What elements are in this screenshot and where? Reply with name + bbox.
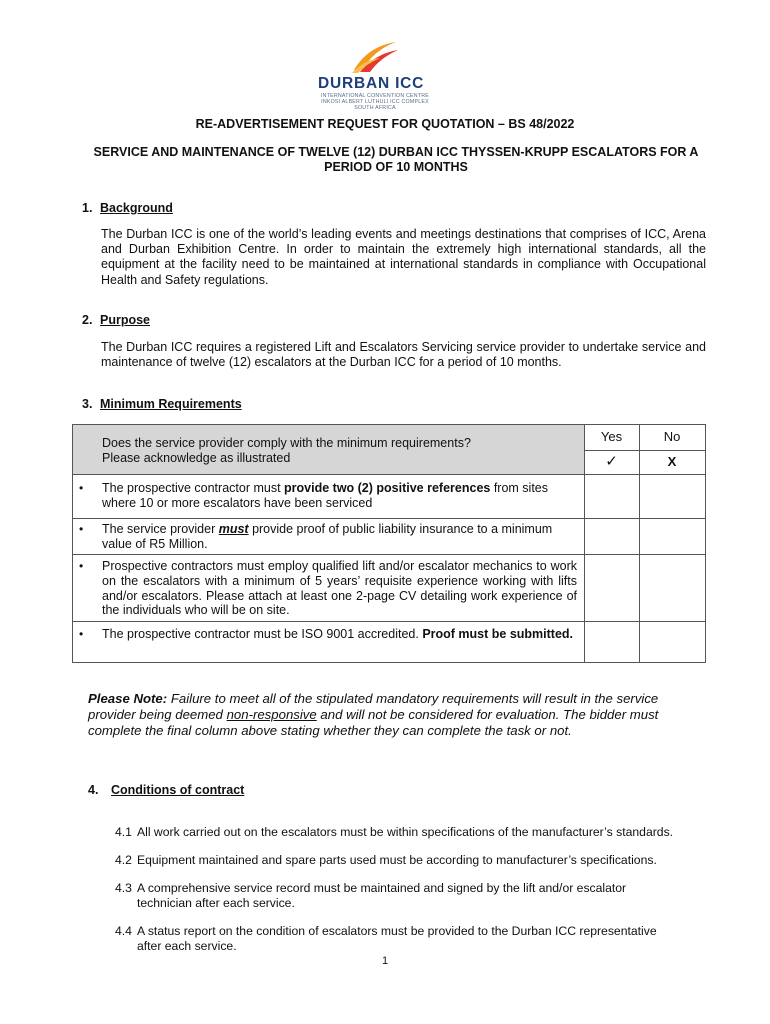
bullet-icon: • bbox=[79, 559, 84, 573]
x-mark-icon: X bbox=[667, 454, 677, 469]
condition-text-continued: technician after each service. bbox=[137, 895, 295, 910]
logo-subtitle-2: INKOSI ALBERT LUTHULI ICC COMPLEX bbox=[321, 99, 429, 105]
condition-text: All work carried out on the escalators must be within specifications of the manufacturer’s standards. bbox=[137, 825, 674, 839]
requirement-row: The prospective contractor must provide two (2) positive references from sites where 10 or more escalators have been serviced bbox=[102, 481, 548, 510]
no-column-label: No bbox=[663, 429, 681, 444]
condition-item bbox=[115, 881, 705, 910]
header-line-1: Does the service provider comply with the minimum requirements? bbox=[102, 436, 471, 450]
requirement-row: The service provider must provide proof of public liability insurance to a minimum value of R5 Million. bbox=[102, 522, 553, 551]
condition-item bbox=[115, 853, 705, 868]
please-note-paragraph: Please Note: Failure to meet all of the stipulated mandatory requirements will result in the service provider being deemed non-responsive and will not be considered for evaluation. The bidder must complete the final column above stating whether they can complete the task or not. bbox=[88, 691, 659, 738]
bullet-icon: • bbox=[79, 522, 84, 536]
condition-text: A status report on the condition of escalators must be provided to the Durban ICC representative bbox=[137, 924, 657, 938]
document-title: RE-ADVERTISEMENT REQUEST FOR QUOTATION – BS 48/2022 bbox=[195, 117, 575, 131]
section-heading-conditions bbox=[88, 783, 244, 797]
table-header-question bbox=[102, 436, 572, 466]
condition-number: 4.2 bbox=[115, 853, 132, 867]
section-title: Conditions of contract bbox=[111, 783, 245, 797]
logo-subtitle-1: INTERNATIONAL CONVENTION CENTRE bbox=[320, 93, 430, 99]
section-heading-purpose bbox=[82, 313, 150, 327]
condition-text: A comprehensive service record must be maintained and signed by the lift and/or escalator bbox=[137, 881, 627, 895]
condition-item bbox=[115, 924, 705, 953]
condition-text-continued: after each service. bbox=[137, 938, 237, 953]
no-answer-cell[interactable] bbox=[640, 622, 705, 662]
section-title: Minimum Requirements bbox=[100, 397, 242, 411]
no-answer-cell[interactable] bbox=[640, 519, 705, 554]
section-heading-background bbox=[82, 201, 173, 215]
page-number: 1 bbox=[381, 955, 389, 967]
no-answer-cell[interactable] bbox=[640, 555, 705, 621]
logo-name: DURBAN ICC bbox=[318, 75, 425, 92]
section-title: Purpose bbox=[100, 313, 151, 327]
section-title: Background bbox=[100, 201, 173, 215]
yes-answer-cell[interactable] bbox=[585, 555, 639, 621]
yes-column-label: Yes bbox=[600, 429, 623, 444]
yes-answer-cell[interactable] bbox=[585, 519, 639, 554]
no-answer-cell[interactable] bbox=[640, 475, 705, 518]
yes-answer-cell[interactable] bbox=[585, 475, 639, 518]
requirements-table bbox=[72, 424, 706, 663]
condition-item bbox=[115, 825, 705, 840]
yes-answer-cell[interactable] bbox=[585, 622, 639, 662]
section-number: 1. bbox=[82, 201, 93, 215]
header-line-2: Please acknowledge as illustrated bbox=[102, 450, 291, 465]
section-number: 3. bbox=[82, 397, 93, 411]
condition-number: 4.1 bbox=[115, 825, 132, 839]
logo-swoosh-icon bbox=[350, 40, 400, 74]
bullet-icon: • bbox=[79, 481, 84, 495]
durban-icc-logo bbox=[300, 40, 450, 111]
document-subtitle: SERVICE AND MAINTENANCE OF TWELVE (12) DURBAN ICC THYSSEN-KRUPP ESCALATORS FOR A PERIOD OF 10 MONTHS bbox=[93, 145, 699, 174]
section-number: 2. bbox=[82, 313, 93, 327]
condition-number: 4.4 bbox=[115, 924, 132, 938]
non-responsive-term: non-responsive bbox=[226, 707, 317, 722]
section-heading-minimum-requirements bbox=[82, 397, 242, 411]
condition-text: Equipment maintained and spare parts used must be according to manufacturer’s specifications. bbox=[137, 853, 657, 867]
condition-number: 4.3 bbox=[115, 881, 132, 895]
purpose-paragraph: The Durban ICC requires a registered Lift and Escalators Servicing service provider to undertake service and maintenance of twelve (12) escalators at the Durban ICC for a period of 10 months. bbox=[101, 340, 706, 370]
requirement-row: Prospective contractors must employ qualified lift and/or escalator mechanics to work on the escalators with a minimum of 5 years’ requisite experience working with lifts and/or escalators. Please attach at least one 2-page CV detailing work experience of the individuals who will be on site. bbox=[102, 559, 577, 618]
bullet-icon: • bbox=[79, 627, 84, 641]
background-paragraph: The Durban ICC is one of the world’s leading events and meetings destinations that comprises of ICC, Arena and Durban Exhibition Centre. In order to maintain the extremely high international standards, all the equipment at the facility need to be maintained at international standards in compliance with Occupational Health and Safety regulations. bbox=[101, 227, 706, 287]
checkmark-icon: ✓ bbox=[605, 453, 618, 470]
logo-subtitle-3: SOUTH AFRICA bbox=[354, 105, 396, 111]
note-label: Please Note: bbox=[88, 691, 168, 706]
requirement-row: The prospective contractor must be ISO 9001 accredited. Proof must be submitted. bbox=[102, 627, 574, 641]
section-number: 4. bbox=[88, 783, 99, 797]
